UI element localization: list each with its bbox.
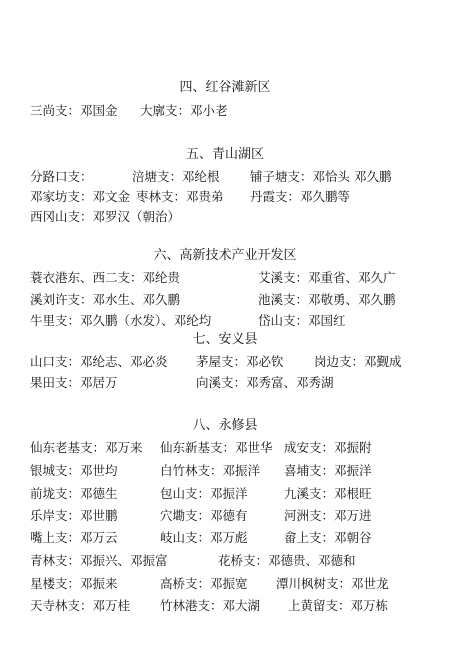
branch-entry: 喜埔支：邓振洋 [284,463,372,478]
branch-entry: 竹林港支：邓大湖 [160,598,261,613]
branch-entry: 穴墈支：邓德有 [160,508,248,523]
branch-entry: 艾溪支：邓重省、邓久广 [258,270,396,285]
branch-entry: 银城支：邓世均 [30,463,118,478]
branch-entry: 铺子塘支：邓恰头 邓久鹏 [250,169,392,184]
branch-entry: 岗边支：邓觐成 [314,354,402,369]
branch-entry: 枣林支：邓贵弟 [136,189,224,204]
branch-entry: 天寺林支：邓万桂 [30,598,131,613]
branch-entry: 成安支：邓振附 [284,440,372,455]
branch-entry: 果田支：邓居万 [30,375,118,390]
branch-entry: 涪塘支：邓纶根 [132,169,220,184]
branch-entry: 牛里支：邓久鹏（水发）、邓纶均 [30,313,212,328]
branch-entry: 九溪支：邓根旺 [284,486,372,501]
branch-entry: 山口支：邓纶志、邓必炎 [30,354,168,369]
branch-entry: 乐岸支：邓世鹏 [30,508,118,523]
branch-entry: 向溪支：邓秀富、邓秀湖 [196,375,334,390]
branch-entry: 包山支：邓振洋 [160,486,248,501]
branch-entry: 蓑衣港东、西二支：邓纶贵 [30,270,181,285]
branch-entry: 邓家坊支：邓文金 [30,189,131,204]
branch-entry: 丹霞支：邓久鹏等 [250,189,351,204]
branch-entry: 大廓支：邓小老 [140,103,228,118]
branch-entry: 嘴上支：邓万云 [30,530,118,545]
section-heading-qingshanhu: 五、青山湖区 [185,147,264,162]
branch-entry: 前垅支：邓德生 [30,486,118,501]
section-heading-yongxiu: 八、永修县 [192,418,258,433]
branch-entry: 岱山支：邓国红 [258,313,346,328]
section-heading-honggutan: 四、红谷滩新区 [179,80,271,95]
branch-entry: 岐山支：邓万彪 [160,530,248,545]
branch-entry: 青林支：邓振兴、邓振富 [30,553,168,568]
branch-entry: 三尚支：邓国金 [30,103,118,118]
branch-entry: 西冈山支：邓罗汉（朝治） [30,209,181,224]
branch-entry: 仙东老基支：邓万来 [30,440,143,455]
branch-entry: 花桥支：邓德贵、邓德和 [218,553,356,568]
branch-entry: 白竹林支：邓振洋 [160,463,261,478]
branch-entry: 河洲支：邓万进 [284,508,372,523]
branch-entry: 溪刘许支：邓水生、邓久鹏 [30,292,181,307]
branch-entry: 畲上支：邓朝谷 [284,530,372,545]
section-heading-high-tech-zone: 六、高新技术产业开发区 [153,248,297,263]
branch-entry: 茅屋支：邓必钦 [196,354,284,369]
branch-entry: 高桥支：邓振宽 [160,576,248,591]
branch-entry: 潭川枫树支：邓世龙 [276,576,389,591]
branch-entry: 分路口支： [30,169,93,184]
branch-entry: 星楼支：邓振来 [30,576,118,591]
branch-entry: 上黄留支：邓万栋 [288,598,389,613]
branch-entry: 池溪支：邓敬勇、邓久鹏 [258,292,396,307]
branch-entry: 仙东新基支：邓世华 [160,440,273,455]
section-heading-anyi: 七、安义县 [192,332,258,347]
